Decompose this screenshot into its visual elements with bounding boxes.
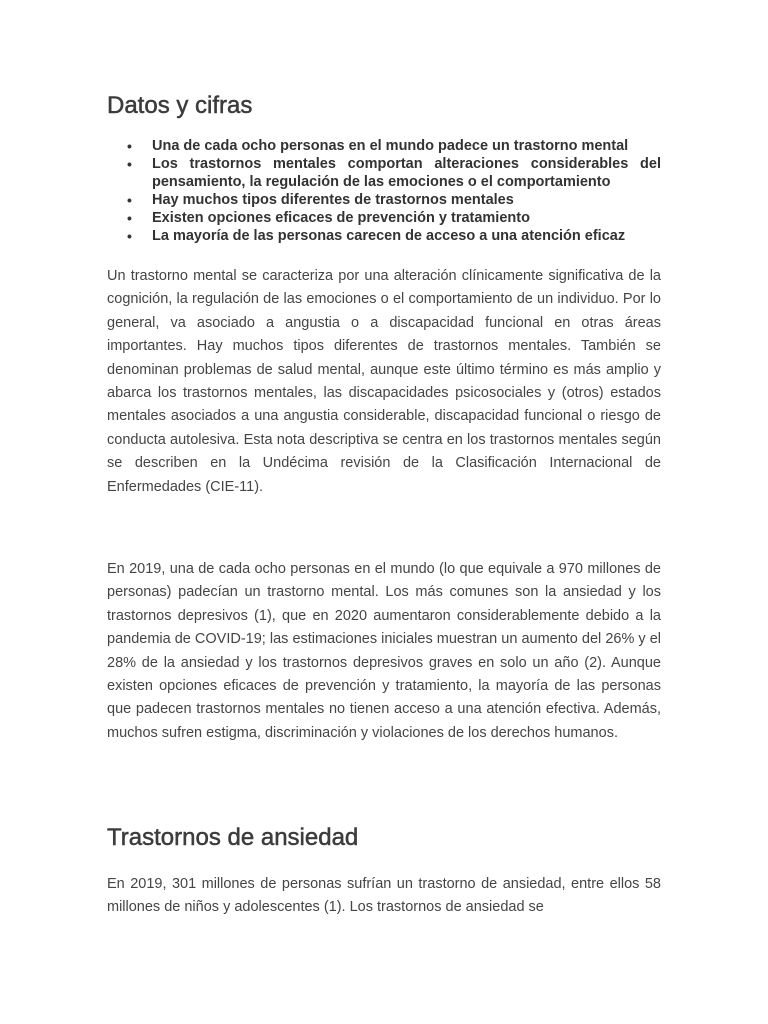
bullet-icon: • — [127, 192, 132, 208]
key-facts-list — [127, 137, 661, 245]
key-fact-text: Existen opciones eficaces de prevención y tratamiento — [152, 210, 530, 226]
key-fact-text: Hay muchos tipos diferentes de trastornos mentales — [152, 192, 514, 208]
key-fact-text: Una de cada ocho personas en el mundo padece un trastorno mental — [152, 138, 629, 154]
key-fact-text: Los trastornos mentales comportan alteraciones considerables del pensamiento, la regulación de las emociones o el comportamiento — [152, 156, 661, 190]
key-fact-item — [127, 191, 661, 209]
section-heading-trastornos-de-ansiedad: Trastornos de ansiedad — [107, 824, 359, 851]
key-fact-item — [127, 155, 661, 191]
key-fact-item — [127, 137, 661, 155]
section-heading-datos-y-cifras: Datos y cifras — [107, 92, 253, 119]
bullet-icon: • — [127, 156, 132, 172]
bullet-icon: • — [127, 138, 132, 154]
bullet-icon: • — [127, 210, 132, 226]
body-paragraph-definition: Un trastorno mental se caracteriza por una alteración clínicamente significativa de la cognición, la regulación de las emociones o el comportamiento de un individuo. Por lo general, va asociado a angustia o a discapacidad funcional en otras áreas importantes. Hay muchos tipos diferentes de trastornos mentales. También se denominan problemas de salud mental, aunque este último término es más amplio y abarca los trastornos mentales, las discapacidades psicosociales y (otros) estados mentales asociados a una angustia considerable, discapacidad funcional o riesgo de conducta autolesiva. Esta nota descriptiva se centra en los trastornos mentales según se describen en la Undécima revisión de la Clasificación Internacional de Enfermedades (CIE-11). — [107, 268, 661, 495]
key-fact-item — [127, 209, 661, 227]
body-paragraph-anxiety: En 2019, 301 millones de personas sufrían un trastorno de ansiedad, entre ellos 58 millones de niños y adolescentes (1). Los trastornos de ansiedad se — [107, 876, 661, 916]
bullet-icon: • — [127, 228, 132, 244]
key-fact-text: La mayoría de las personas carecen de acceso a una atención eficaz — [152, 228, 626, 244]
body-paragraph-prevalence: En 2019, una de cada ocho personas en el mundo (lo que equivale a 970 millones de personas) padecían un trastorno mental. Los más comunes son la ansiedad y los trastornos depresivos (1), que en 2020 aumentaron considerablemente debido a la pandemia de COVID-19; las estimaciones iniciales muestran un aumento del 26% y el 28% de la ansiedad y los trastornos depresivos graves en solo un año (2). Aunque existen opciones eficaces de prevención y tratamiento, la mayoría de las personas que padecen trastornos mentales no tienen acceso a una atención efectiva. Además, muchos sufren estigma, discriminación y violaciones de los derechos humanos. — [107, 561, 661, 741]
key-fact-item — [127, 227, 661, 245]
